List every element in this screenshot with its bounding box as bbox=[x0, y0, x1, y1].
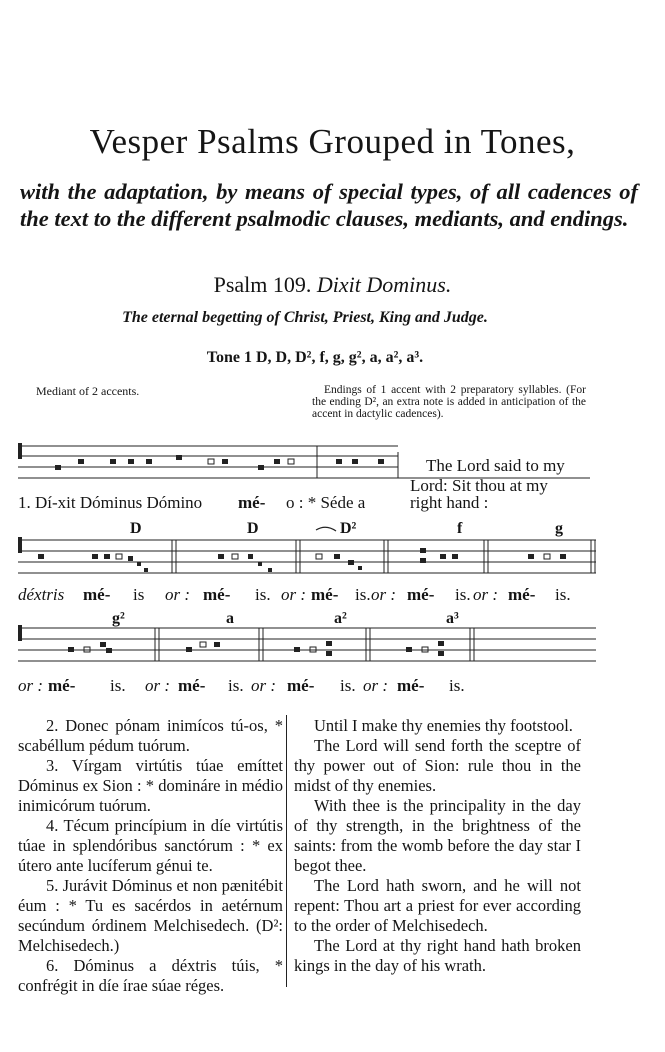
column-divider bbox=[286, 715, 287, 987]
label-a2: a² bbox=[334, 610, 347, 627]
endings-note: Endings of 1 accent with 2 preparatory syllables. (For the ending D², an extra note is added in anticipation of the accent in dactylic cadences). bbox=[312, 384, 586, 421]
tone-heading: Tone 1 D, D, D², f, g, g², a, a², a³. bbox=[206, 349, 424, 366]
staff-2-labels bbox=[130, 520, 563, 537]
staff-1-lyrics bbox=[18, 493, 366, 512]
s3-w1: mé- bbox=[48, 676, 76, 695]
translation-2: Lord: Sit thou at my bbox=[410, 476, 548, 495]
staff-1-translation bbox=[410, 456, 565, 512]
s3-w5: is. bbox=[228, 676, 244, 695]
psalm-name: Dixit Dominus. bbox=[316, 272, 452, 297]
translation-1: The Lord said to my bbox=[426, 456, 565, 475]
s3-w0: or : bbox=[18, 676, 44, 695]
english-verse-3: The Lord will send forth the sceptre of thy power out of Sion: rule thou in the midst of thy enemies. bbox=[294, 736, 581, 795]
s2-w4: mé- bbox=[203, 585, 231, 604]
s2-w2: is bbox=[133, 585, 145, 604]
page-title: Vesper Psalms Grouped in Tones, bbox=[89, 122, 576, 161]
label-a3: a³ bbox=[446, 610, 459, 627]
staff-3-labels bbox=[112, 610, 459, 627]
s2-w5: is. bbox=[255, 585, 271, 604]
latin-verse-3: 3. Vírgam virtútis túae emíttet Dóminus ex Sion : * domináre in médio inimicórum tuórum. bbox=[18, 756, 283, 815]
latin-verses bbox=[18, 716, 283, 996]
s3-w8: is. bbox=[340, 676, 356, 695]
english-verse-6: The Lord at thy right hand hath broken kings in the day of his wrath. bbox=[294, 936, 581, 975]
english-verse-2: Until I make thy enemies thy footstool. bbox=[314, 716, 573, 735]
s2-w3: or : bbox=[165, 585, 191, 604]
s2-w14: is. bbox=[555, 585, 571, 604]
label-D-1: D bbox=[130, 520, 142, 537]
label-f: f bbox=[457, 520, 463, 537]
staff-3-notes bbox=[18, 625, 444, 656]
s3-w2: is. bbox=[110, 676, 126, 695]
label-a: a bbox=[226, 610, 234, 627]
lyric-1a: 1. Dí-xit Dóminus Dómino bbox=[18, 493, 203, 512]
label-g2: g² bbox=[112, 610, 125, 627]
latin-verse-2: 2. Donec pónam inimícos tú-os, * scabéllum pédum tuórum. bbox=[18, 716, 283, 755]
latin-verse-4: 4. Técum princípium in díe virtútis túae in splendóribus sanctórum : * ex útero ante lucíferum génui te. bbox=[18, 816, 283, 875]
s3-w4: mé- bbox=[178, 676, 206, 695]
lyric-1c: o : * Séde a bbox=[286, 493, 366, 512]
s2-w10: mé- bbox=[407, 585, 435, 604]
s2-w7: mé- bbox=[311, 585, 339, 604]
english-verses bbox=[294, 716, 581, 976]
s2-w8: is. bbox=[355, 585, 371, 604]
s3-w7: mé- bbox=[287, 676, 315, 695]
label-D-2: D bbox=[247, 520, 259, 537]
slur-mark bbox=[316, 527, 336, 531]
english-verse-5: The Lord hath sworn, and he will not repent: Thou art a priest for ever according to the order of Melchisedech. bbox=[294, 876, 581, 935]
staff-2-lyrics bbox=[18, 585, 571, 604]
s2-w12: or : bbox=[473, 585, 499, 604]
s2-w9: or : bbox=[371, 585, 397, 604]
s3-w3: or : bbox=[145, 676, 171, 695]
mediant-note: Mediant of 2 accents. bbox=[36, 384, 140, 398]
s2-w0: déxtris bbox=[18, 585, 65, 604]
s3-w6: or : bbox=[251, 676, 277, 695]
s2-w13: mé- bbox=[508, 585, 536, 604]
subtitle: with the adaptation, by means of special types, of all cadences of the text to the different psalmodic clauses, mediants, and endings. bbox=[20, 179, 638, 231]
s2-w6: or : bbox=[281, 585, 307, 604]
s2-w1: mé- bbox=[83, 585, 111, 604]
psalm-label: Psalm 109. bbox=[213, 272, 312, 297]
psalm-description: The eternal begetting of Christ, Priest, King and Judge. bbox=[122, 309, 488, 326]
latin-verse-6: 6. Dóminus a déxtris túis, * confrégit in díe írae súae réges. bbox=[18, 956, 283, 995]
lyric-1b: mé- bbox=[238, 493, 266, 512]
label-g: g bbox=[555, 520, 563, 537]
s3-w10: mé- bbox=[397, 676, 425, 695]
label-D2: D² bbox=[340, 520, 357, 537]
s2-w11: is. bbox=[455, 585, 471, 604]
latin-verse-5: 5. Jurávit Dóminus et non pænitébit éum : * Tu es sacérdos in aetérnum secúndum órdinem Melchisedech. (D²: Melchisedech.) bbox=[18, 876, 283, 955]
staff-3-lyrics bbox=[18, 676, 465, 695]
translation-3: right hand : bbox=[410, 493, 489, 512]
s3-w11: is. bbox=[449, 676, 465, 695]
s3-w9: or : bbox=[363, 676, 389, 695]
english-verse-4: With thee is the principality in the day of thy strength, in the brightness of the saints: from the womb before the day star I begot thee. bbox=[294, 796, 581, 875]
